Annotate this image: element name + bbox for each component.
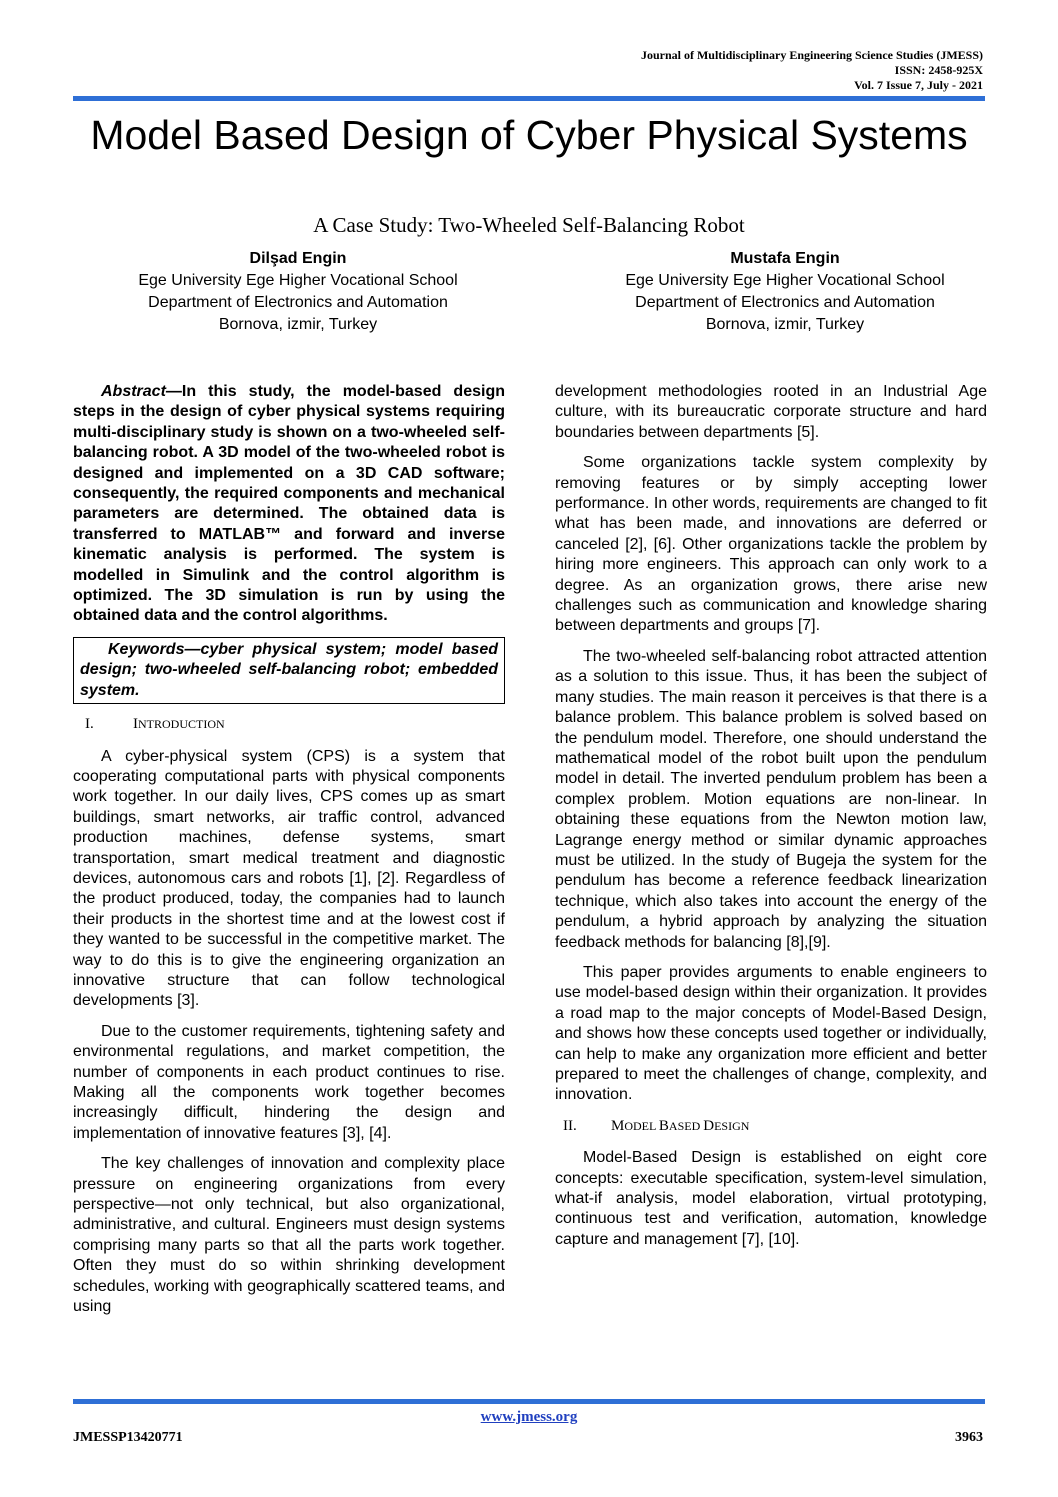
author-name: Dilşad Engin <box>249 250 347 267</box>
section-number: I. <box>85 716 94 733</box>
keywords-box: Keywords—cyber physical system; model based design; two-wheeled self-balancing robot; embedded system. <box>73 637 505 704</box>
abstract <box>73 382 505 627</box>
page-number: 3963 <box>955 1430 983 1445</box>
author-department: Department of Electronics and Automation <box>148 294 448 311</box>
paper-id: JMESSP13420771 <box>73 1430 183 1445</box>
author-block-2 <box>575 248 995 336</box>
journal-name: Journal of Multidisciplinary Engineering Science Studies (JMESS) <box>640 48 983 62</box>
author-affiliation: Ege University Ege Higher Vocational School <box>625 272 945 289</box>
journal-header <box>641 48 983 93</box>
body-paragraph: The key challenges of innovation and complexity place pressure on engineering organizations from every perspective—not only technical, but also organizational, administrative, and cultural. Engineers must design systems comprising many parts so that all the parts work together. Often they must do so within shrinking development schedules, working with geographically scattered teams, and using <box>73 1155 505 1316</box>
body-paragraph: This paper provides arguments to enable engineers to use model-based design within their organization. It provides a road map to the major concepts of Model-Based Design, and shows how these concepts used together or individually, can help to make any organization more efficient and better prepared to meet the challenges of change, complexity, and innovation. <box>555 963 987 1104</box>
author-affiliation: Ege University Ege Higher Vocational School <box>138 272 458 289</box>
paper-title: Model Based Design of Cyber Physical Systems <box>90 112 968 158</box>
body-paragraph-continued: development methodologies rooted in an Industrial Age culture, with its bureaucratic corporate structure and hard boundaries between departments [5]. <box>555 383 987 441</box>
journal-issn: ISSN: 2458-925X <box>894 63 983 77</box>
header-rule <box>73 96 985 101</box>
body-paragraph: Due to the customer requirements, tightening safety and environmental regulations, and market competition, the number of components in each product continues to rise. Making all the components work together becomes increasingly difficult, hindering the design and implementation of innovative features [3], [4]. <box>73 1022 505 1142</box>
footer-rule <box>73 1399 985 1404</box>
body-paragraph: Some organizations tackle system complexity by removing features or by simply accepting lower performance. In other words, requirements are changed to fit what has been made, and innovations are deferred or canceled [2], [6]. Other organizations tackle the problem by hiring more engineers. This approach can only work to a degree. As an organization grows, there arise new challenges such as communication and knowledge sharing between departments and groups [7]. <box>555 454 987 635</box>
section-heading-model-based-design: II. MODEL BASED DESIGN <box>555 1116 987 1136</box>
body-paragraph: A cyber-physical system (CPS) is a system that cooperating computational parts with physical components work together. In our daily lives, CPS comes up as smart buildings, smart networks, air traffic control, advanced production machines, defense systems, smart transportation, smart medical treatment and diagnostic devices, autonomous cars and robots [1], [2]. Regardless of the product produced, today, the companies had to launch their products in the shortest time and at the lowest cost if they wanted to be successful in the competitive market. The way to do this is to give the engineering organization an innovative structure that can follow technological developments [3]. <box>73 747 505 1010</box>
abstract-label: Abstract <box>101 383 166 400</box>
abstract-text: —In this study, the model-based design steps in the design of cyber physical systems requiring multi-disciplinary study is shown on a two-wheeled self-balancing robot. A 3D model of the two-wheeled robot is designed and implemented on a 3D CAD software; consequently, the required components and mechanical parameters are determined. The obtained data is transferred to MATLAB™ and forward and inverse kinematic analysis is performed. The system is modelled in Simulink and the control algorithm is optimized. The 3D simulation is run by using the obtained data and the control algorithms. <box>73 383 505 625</box>
author-location: Bornova, izmir, Turkey <box>218 316 378 333</box>
author-location: Bornova, izmir, Turkey <box>705 316 865 333</box>
author-department: Department of Electronics and Automation <box>635 294 935 311</box>
left-column <box>73 382 505 1327</box>
paper-subtitle: A Case Study: Two-Wheeled Self-Balancing Robot <box>313 213 745 237</box>
journal-website-link[interactable]: www.jmess.org <box>480 1409 578 1425</box>
right-column <box>555 382 987 1260</box>
body-paragraph: Model-Based Design is established on eight core concepts: executable specification, system-level simulation, what-if analysis, model elaboration, virtual prototyping, continuous test and verification, automation, knowledge capture and management [7], [10]. <box>555 1149 987 1248</box>
journal-volume: Vol. 7 Issue 7, July - 2021 <box>854 78 983 92</box>
author-name: Mustafa Engin <box>730 250 840 267</box>
author-block-1 <box>88 248 508 336</box>
section-number: II. <box>563 1117 577 1134</box>
section-heading-introduction: I. INTRODUCTION <box>73 714 505 734</box>
body-paragraph: The two-wheeled self-balancing robot attracted attention as a solution to this issue. Thus, it has been the subject of many studies. The main reason it perceives is that there is a balance problem. This balance problem is solved based on the pendulum model. Therefore, one should understand the mathematical model of the robot built upon the pendulum model in detail. The inverted pendulum problem has been a complex problem. Motion equations are non-linear. In obtaining these equations from the Newton motion law, Lagrange energy method or similar dynamic approaches must be utilized. In the study of Bugeja the system for the pendulum has become a reference feedback linearization technique, which also takes into account the energy of the pendulum, a hybrid approach by analyzing the situation feedback methods for balancing [8],[9]. <box>555 647 987 951</box>
